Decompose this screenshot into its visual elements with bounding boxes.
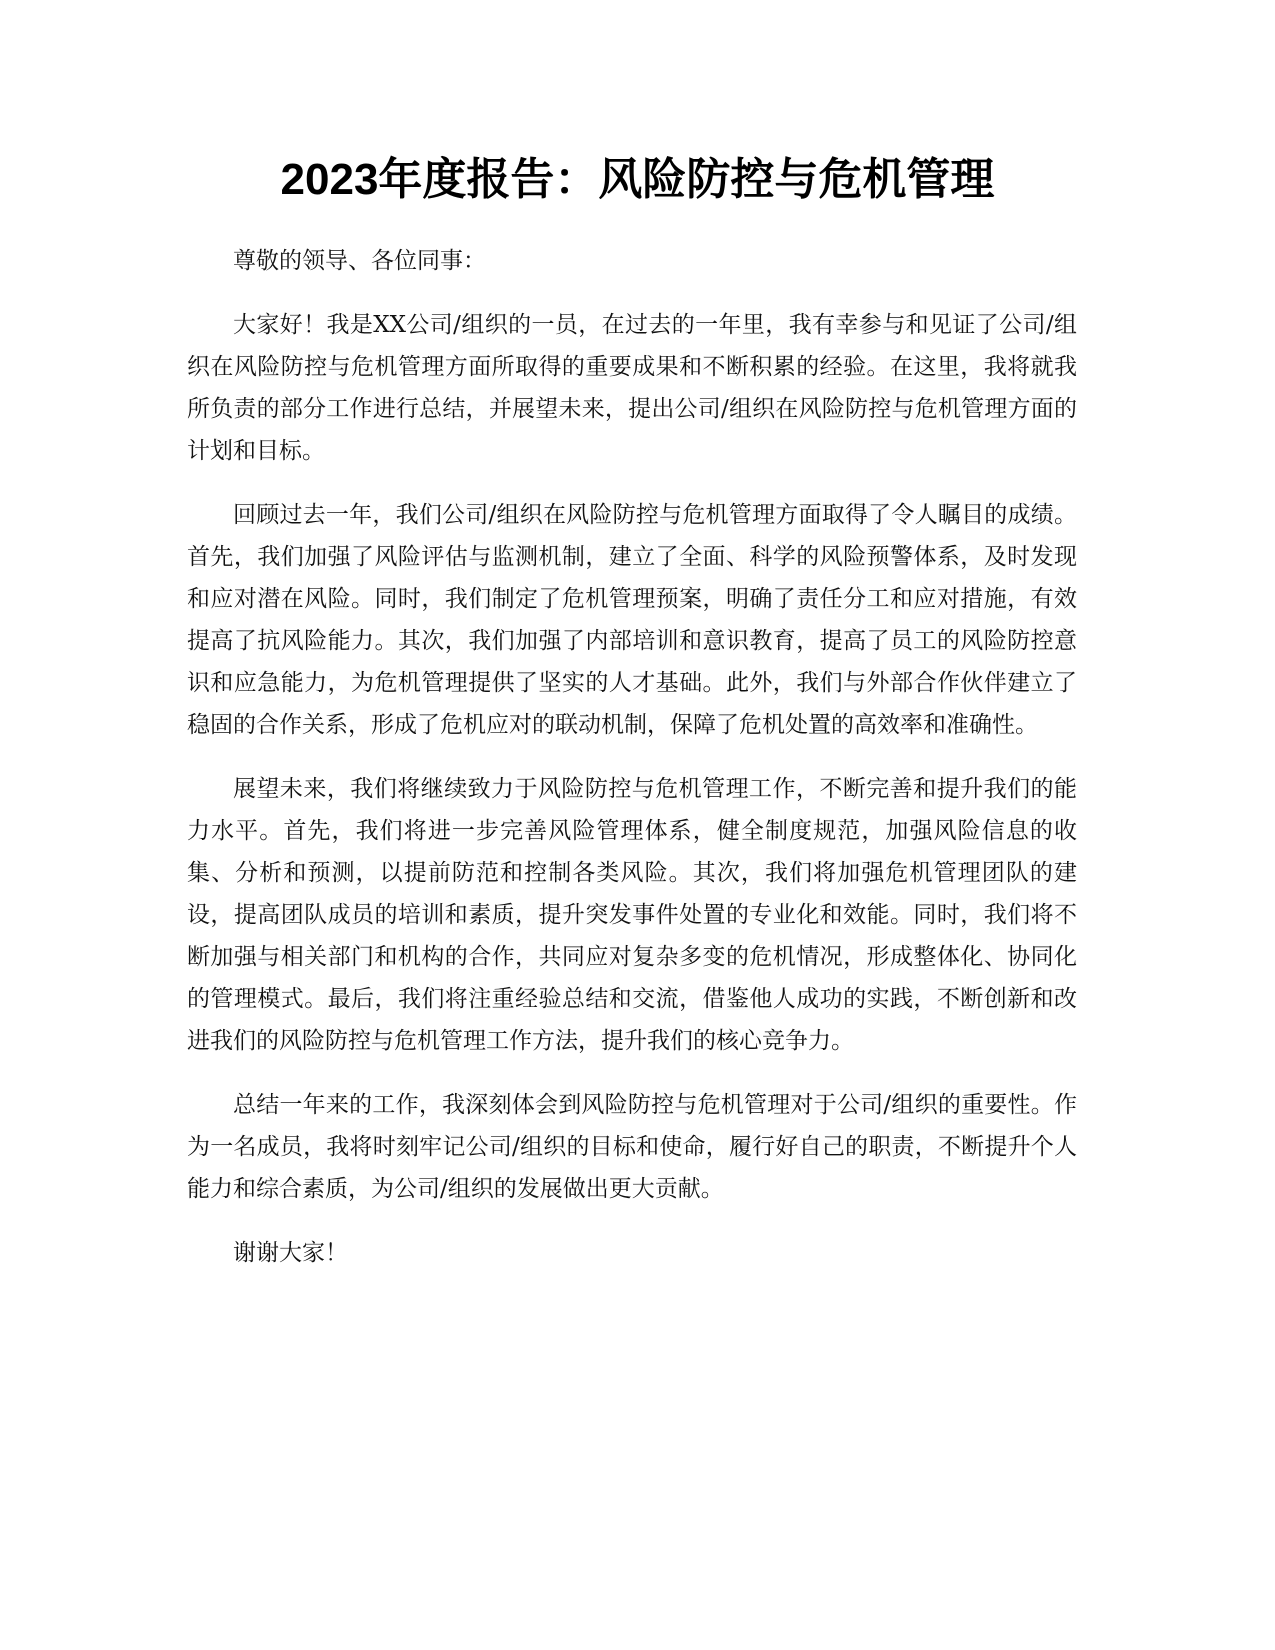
closing-thanks: 谢谢大家！ [233,1240,348,1266]
salutation: 尊敬的领导、各位同事： [233,248,486,274]
paragraph-summary: 总结一年来的工作，我深刻体会到风险防控与危机管理对于公司/组织的重要性。作为一名成员，我将时刻牢记公司/组织的目标和使命，履行好自己的职责，不断提升个人能力和综合素质，为公司/组织的发展做出更大贡献。 [187,1092,1077,1202]
document-title: 2023年度报告：风险防控与危机管理 [280,155,995,204]
document-body [187,240,1077,1296]
paragraph-intro: 大家好！我是XX公司/组织的一员，在过去的一年里，我有幸参与和见证了公司/组织在风险防控与危机管理方面所取得的重要成果和不断积累的经验。在这里，我将就我所负责的部分工作进行总结，并展望未来，提出公司/组织在风险防控与危机管理方面的计划和目标。 [187,312,1077,464]
paragraph-review: 回顾过去一年，我们公司/组织在风险防控与危机管理方面取得了令人瞩目的成绩。首先，我们加强了风险评估与监测机制，建立了全面、科学的风险预警体系，及时发现和应对潜在风险。同时，我们制定了危机管理预案，明确了责任分工和应对措施，有效提高了抗风险能力。其次，我们加强了内部培训和意识教育，提高了员工的风险防控意识和应急能力，为危机管理提供了坚实的人才基础。此外，我们与外部合作伙伴建立了稳固的合作关系，形成了危机应对的联动机制，保障了危机处置的高效率和准确性。 [187,502,1077,738]
paragraph-outlook: 展望未来，我们将继续致力于风险防控与危机管理工作，不断完善和提升我们的能力水平。首先，我们将进一步完善风险管理体系，健全制度规范，加强风险信息的收集、分析和预测，以提前防范和控制各类风险。其次，我们将加强危机管理团队的建设，提高团队成员的培训和素质，提升突发事件处置的专业化和效能。同时，我们将不断加强与相关部门和机构的合作，共同应对复杂多变的危机情况，形成整体化、协同化的管理模式。最后，我们将注重经验总结和交流，借鉴他人成功的实践，不断创新和改进我们的风险防控与危机管理工作方法，提升我们的核心竞争力。 [187,776,1077,1054]
